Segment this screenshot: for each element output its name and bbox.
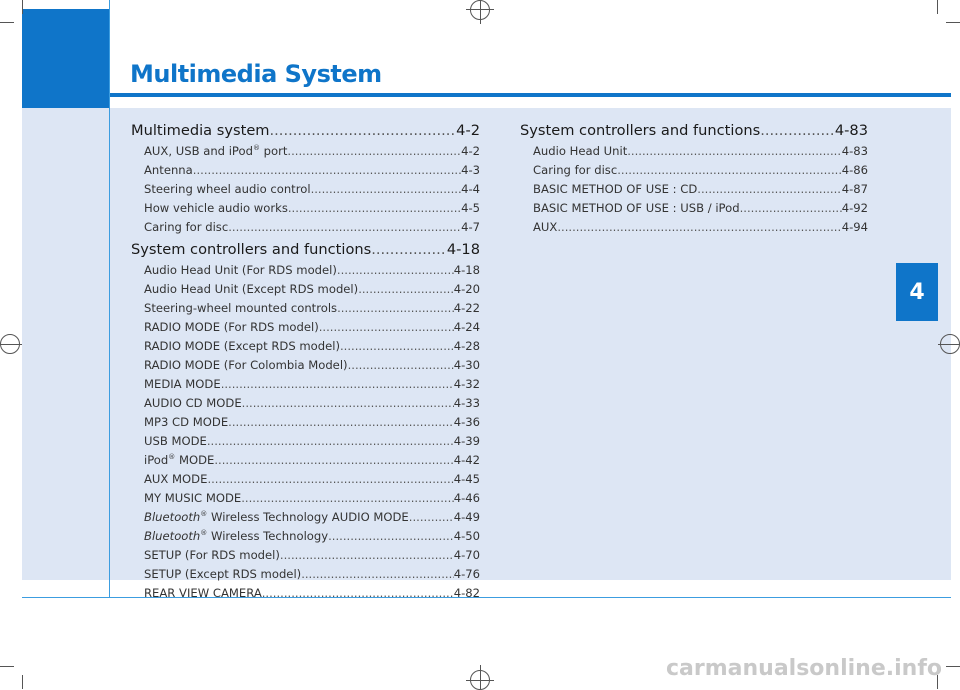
- toc-entry-text-suffix: Wireless Technology AUDIO MODE: [207, 510, 409, 524]
- toc-page-number: 4-94: [841, 220, 868, 234]
- registration-line: [0, 344, 22, 345]
- toc-entry-text: AUX, USB and iPod: [144, 144, 253, 158]
- toc-page-number: 4-39: [453, 434, 480, 448]
- toc-entry-text: How vehicle audio works: [144, 201, 288, 215]
- toc-page-number: 4-18: [446, 241, 480, 258]
- toc-entry-label: [144, 218, 228, 237]
- toc-entry-label: [533, 161, 617, 180]
- dot-leader: [301, 565, 454, 584]
- toc-entry[interactable]: [131, 280, 480, 299]
- toc-entry-text: Steering-wheel mounted controls: [144, 301, 338, 315]
- toc-entry-label: [144, 142, 287, 161]
- dot-leader: [740, 199, 842, 218]
- toc-entry[interactable]: [131, 142, 480, 161]
- toc-entry-text: Audio Head Unit (For RDS model): [144, 263, 337, 277]
- toc-entry-text: System controllers and functions: [520, 122, 761, 139]
- registered-mark: ®: [252, 144, 260, 153]
- toc-page-number: 4-50: [453, 529, 480, 543]
- dot-leader: [228, 218, 461, 237]
- crop-mark: [937, 0, 938, 14]
- toc-entry-text-suffix: port: [259, 144, 288, 158]
- toc-entry-label: [144, 546, 280, 565]
- toc-page-number: 4-4: [461, 182, 480, 196]
- toc-entry[interactable]: [131, 413, 480, 432]
- toc-entry-text: RADIO MODE (For RDS model): [144, 320, 319, 334]
- dot-leader: [337, 261, 454, 280]
- toc-entry[interactable]: [131, 489, 480, 508]
- dot-leader: [241, 489, 453, 508]
- toc-heading[interactable]: [131, 120, 480, 142]
- toc-entry-text: RADIO MODE (For Colombia Model): [144, 358, 348, 372]
- dot-leader: [214, 451, 453, 470]
- crop-mark: [0, 666, 14, 667]
- registration-line: [466, 680, 494, 681]
- toc-right-column: [520, 118, 868, 237]
- toc-page-number: 4-86: [841, 163, 868, 177]
- toc-entry-label: [131, 239, 371, 261]
- dot-leader: [287, 142, 461, 161]
- dot-leader: [311, 180, 462, 199]
- toc-entry-label: [144, 280, 358, 299]
- toc-page-number: 4-49: [453, 510, 480, 524]
- watermark-text: carmanualsonline.info: [666, 656, 942, 681]
- toc-entry[interactable]: [131, 218, 480, 237]
- toc-entry[interactable]: [520, 180, 868, 199]
- toc-entry[interactable]: [131, 527, 480, 546]
- toc-entry-label: [533, 218, 557, 237]
- dot-leader: [280, 546, 454, 565]
- registration-line: [938, 344, 960, 345]
- dot-leader: [340, 337, 454, 356]
- toc-entry-text: Audio Head Unit: [533, 144, 628, 158]
- toc-entry[interactable]: [131, 451, 480, 470]
- dot-leader: [319, 318, 454, 337]
- toc-entry-label: [144, 394, 242, 413]
- toc-page-number: 4-3: [461, 163, 480, 177]
- toc-entry-label: [144, 489, 241, 508]
- toc-entry-label: [144, 318, 319, 337]
- toc-entry[interactable]: [131, 546, 480, 565]
- toc-left-column: [131, 118, 480, 603]
- toc-entry-text: SETUP (Except RDS model): [144, 567, 302, 581]
- title-underline: [109, 93, 951, 97]
- toc-entry-label: [144, 413, 228, 432]
- dot-leader: [337, 299, 454, 318]
- toc-entry[interactable]: [131, 318, 480, 337]
- toc-entry-text: Multimedia system: [131, 122, 270, 139]
- toc-entry-text: MEDIA MODE: [144, 377, 221, 391]
- toc-entry-label: [144, 199, 288, 218]
- toc-page-number: 4-83: [841, 144, 868, 158]
- toc-entry-text: RADIO MODE (Except RDS model): [144, 339, 340, 353]
- toc-page-number: 4-36: [453, 415, 480, 429]
- dot-leader: [328, 527, 454, 546]
- dot-leader: [409, 508, 454, 527]
- toc-page-number: 4-22: [453, 301, 480, 315]
- toc-entry-text: Caring for disc: [533, 163, 618, 177]
- toc-entry[interactable]: [131, 508, 480, 527]
- toc-entry-label: [144, 180, 311, 199]
- chapter-tab[interactable]: 4: [896, 263, 938, 321]
- toc-entry[interactable]: [131, 565, 480, 584]
- corner-color-block: [22, 9, 109, 108]
- registration-line: [480, 0, 481, 24]
- toc-page-number: 4-2: [456, 122, 480, 139]
- toc-page-number: 4-20: [453, 282, 480, 296]
- toc-entry[interactable]: [520, 142, 868, 161]
- toc-entry-text: USB MODE: [144, 434, 207, 448]
- toc-page-number: 4-82: [453, 586, 480, 600]
- toc-entry-text: AUX MODE: [144, 472, 208, 486]
- toc-entry-label: [144, 451, 214, 470]
- toc-entry-label: [144, 470, 207, 489]
- toc-entry[interactable]: [131, 199, 480, 218]
- dot-leader: [760, 120, 835, 142]
- toc-entry[interactable]: [131, 356, 480, 375]
- crop-mark: [0, 22, 14, 23]
- toc-entry[interactable]: [131, 180, 480, 199]
- registered-mark: ®: [168, 453, 176, 462]
- toc-entry-text-suffix: Wireless Technology: [207, 529, 329, 543]
- toc-entry-label: [144, 375, 221, 394]
- dot-leader: [207, 470, 453, 489]
- dot-leader: [221, 375, 454, 394]
- page-title: Multimedia System: [130, 60, 382, 88]
- toc-entry[interactable]: [131, 261, 480, 280]
- toc-page-number: 4-42: [453, 453, 480, 467]
- toc-page-number: 4-2: [461, 144, 480, 158]
- toc-page-number: 4-5: [461, 201, 480, 215]
- dot-leader: [617, 161, 841, 180]
- toc-entry-label: [533, 180, 697, 199]
- toc-page-number: 4-7: [461, 220, 480, 234]
- dot-leader: [193, 161, 461, 180]
- crop-mark: [946, 22, 960, 23]
- toc-entry-label: [144, 299, 337, 318]
- toc-page-number: 4-45: [453, 472, 480, 486]
- dot-leader: [288, 199, 461, 218]
- toc-page-number: 4-87: [841, 182, 868, 196]
- toc-page-number: 4-46: [453, 491, 480, 505]
- toc-entry-text: BASIC METHOD OF USE : CD: [533, 182, 698, 196]
- toc-entry-text: Audio Head Unit (Except RDS model): [144, 282, 359, 296]
- toc-entry[interactable]: [520, 199, 868, 218]
- registration-line: [480, 665, 481, 689]
- toc-entry[interactable]: [131, 337, 480, 356]
- dot-leader: [371, 239, 447, 261]
- toc-entry-text: iPod: [144, 453, 169, 467]
- toc-entry-label: [533, 199, 740, 218]
- registered-mark: ®: [200, 510, 208, 519]
- toc-entry-text: BASIC METHOD OF USE : USB / iPod: [533, 201, 740, 215]
- toc-entry-label: [144, 432, 207, 451]
- toc-page-number: 4-83: [834, 122, 868, 139]
- dot-leader: [242, 394, 454, 413]
- toc-entry-label: [131, 120, 270, 142]
- toc-entry-label: [144, 337, 340, 356]
- toc-entry-text: Antenna: [144, 163, 193, 177]
- toc-entry[interactable]: [520, 218, 868, 237]
- toc-entry-text: Steering wheel audio control: [144, 182, 311, 196]
- toc-entry-label: [144, 527, 328, 546]
- toc-entry[interactable]: [131, 299, 480, 318]
- toc-page-number: 4-32: [453, 377, 480, 391]
- toc-entry-text: REAR VIEW CAMERA: [144, 586, 262, 600]
- toc-entry[interactable]: [131, 470, 480, 489]
- crop-mark: [946, 666, 960, 667]
- toc-entry[interactable]: [131, 375, 480, 394]
- registration-line: [466, 9, 494, 10]
- toc-entry-text: SETUP (For RDS model): [144, 548, 280, 562]
- toc-page-number: 4-18: [453, 263, 480, 277]
- toc-page-number: 4-30: [453, 358, 480, 372]
- toc-entry[interactable]: [131, 584, 480, 603]
- crop-mark: [22, 675, 23, 689]
- toc-entry[interactable]: [131, 432, 480, 451]
- toc-entry-text: System controllers and functions: [131, 241, 372, 258]
- registered-mark: ®: [200, 529, 208, 538]
- toc-entry-label: [144, 584, 262, 603]
- dot-leader: [358, 280, 454, 299]
- toc-entry-label: [144, 508, 409, 527]
- toc-entry-text: MP3 CD MODE: [144, 415, 229, 429]
- dot-leader: [228, 413, 454, 432]
- toc-entry-italic: Bluetooth: [144, 510, 201, 524]
- dot-leader: [270, 120, 457, 142]
- toc-entry-italic: Bluetooth: [144, 529, 201, 543]
- dot-leader: [207, 432, 454, 451]
- toc-entry-text: Caring for disc: [144, 220, 229, 234]
- toc-page-number: 4-28: [453, 339, 480, 353]
- toc-page-number: 4-33: [453, 396, 480, 410]
- toc-entry-text-suffix: MODE: [175, 453, 215, 467]
- toc-entry-label: [144, 161, 193, 180]
- toc-entry-text: AUDIO CD MODE: [144, 396, 242, 410]
- toc-page-number: 4-92: [841, 201, 868, 215]
- toc-page-number: 4-76: [453, 567, 480, 581]
- toc-entry-label: [144, 356, 348, 375]
- toc-page-number: 4-70: [453, 548, 480, 562]
- toc-entry-text: MY MUSIC MODE: [144, 491, 242, 505]
- toc-entry[interactable]: [131, 161, 480, 180]
- toc-entry-label: [144, 565, 301, 584]
- dot-leader: [697, 180, 841, 199]
- toc-entry-label: [520, 120, 760, 142]
- toc-entry[interactable]: [520, 161, 868, 180]
- margin-line: [109, 0, 110, 598]
- toc-entry-label: [144, 261, 337, 280]
- dot-leader: [557, 218, 841, 237]
- crop-mark: [22, 0, 23, 14]
- toc-entry[interactable]: [131, 394, 480, 413]
- dot-leader: [262, 584, 454, 603]
- toc-page-number: 4-24: [453, 320, 480, 334]
- toc-heading[interactable]: [131, 239, 480, 261]
- toc-heading[interactable]: [520, 120, 868, 142]
- toc-entry-text: AUX: [533, 220, 558, 234]
- toc-entry-label: [533, 142, 627, 161]
- dot-leader: [348, 356, 454, 375]
- dot-leader: [627, 142, 841, 161]
